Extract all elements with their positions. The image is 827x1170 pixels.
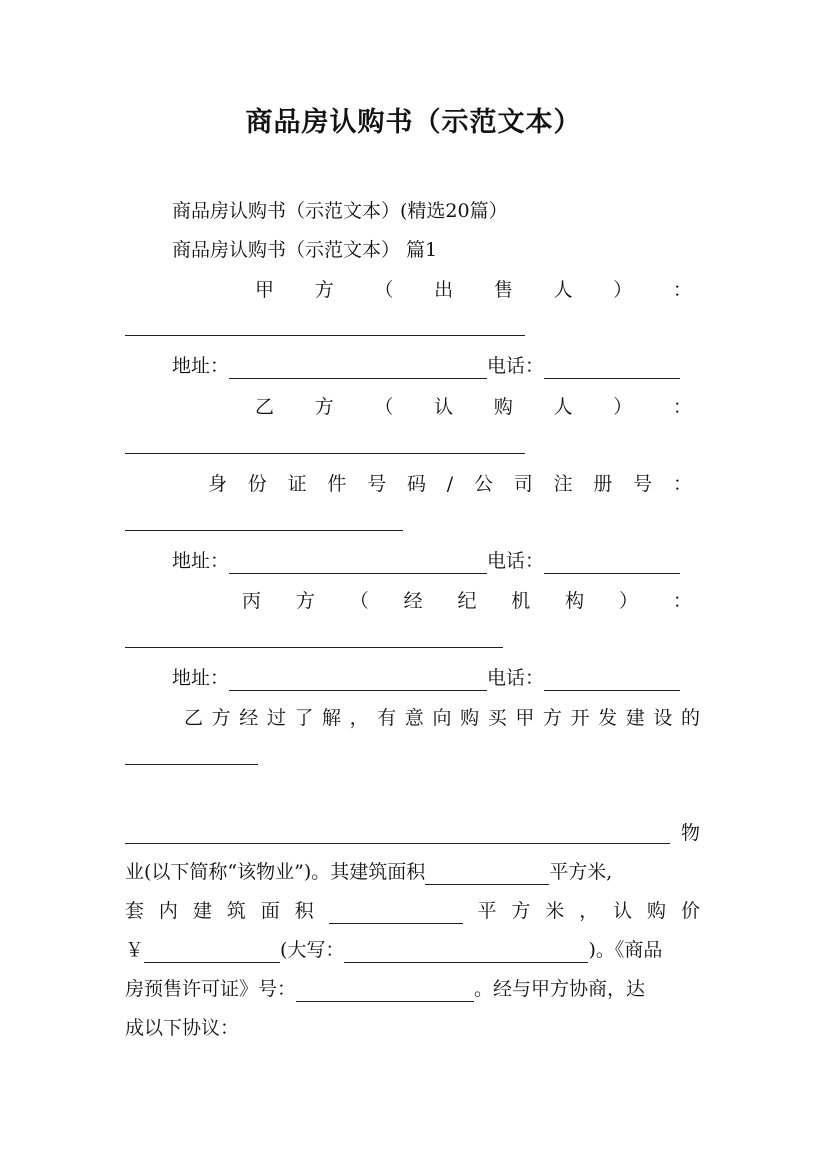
- text-char: 了: [294, 707, 314, 729]
- text-char: 购: [647, 900, 667, 922]
- label-char: 方: [295, 590, 315, 612]
- text-char: 内: [158, 900, 178, 922]
- label-char: 件: [327, 473, 347, 495]
- label-char: 经: [403, 590, 423, 612]
- label-char: ：: [672, 396, 692, 418]
- phone-label: 电话：: [487, 550, 545, 572]
- label-char: 出: [434, 279, 454, 301]
- text-char: 筑: [226, 900, 246, 922]
- text-char: ，: [579, 900, 599, 922]
- capital-amount-blank[interactable]: [344, 942, 588, 963]
- party-c-label: [242, 588, 692, 614]
- text-char: 面: [260, 900, 280, 922]
- label-char: （: [374, 396, 394, 418]
- developer-blank[interactable]: [125, 764, 258, 765]
- text-char: 购: [460, 707, 480, 729]
- text-char: 价: [680, 900, 700, 922]
- text-char: 套: [125, 900, 145, 922]
- inner-area-blank[interactable]: [329, 903, 463, 924]
- text-char: 开: [570, 707, 590, 729]
- address-blank[interactable]: [229, 358, 487, 379]
- document-title: 商品房认购书（示范文本）: [245, 107, 582, 138]
- address-label: 地址：: [172, 667, 230, 689]
- party-b-name-blank[interactable]: [125, 453, 525, 454]
- label-char: ）: [619, 590, 639, 612]
- label-char: 人: [553, 396, 573, 418]
- phone-label: 电话：: [487, 355, 545, 377]
- label-char: 机: [511, 590, 531, 612]
- text-char: 建: [192, 900, 212, 922]
- text-char: 方: [511, 900, 531, 922]
- label-char: 丙: [242, 590, 262, 612]
- label-char: 证: [287, 473, 307, 495]
- price-line: [125, 937, 662, 963]
- label-char: 方: [314, 396, 334, 418]
- text-char: 向: [432, 707, 452, 729]
- label-char: 售: [493, 279, 513, 301]
- property-suffix: 物: [681, 822, 701, 844]
- label-char: 号: [367, 473, 387, 495]
- label-char: 乙: [255, 396, 275, 418]
- area-unit: 平方米,: [549, 861, 613, 883]
- label-char: 构: [565, 590, 585, 612]
- label-char: ：: [672, 590, 692, 612]
- text-char: 建: [625, 707, 645, 729]
- text-char: 发: [598, 707, 618, 729]
- text-char: ，: [349, 707, 369, 729]
- label-char: 认: [434, 396, 454, 418]
- party-a-label: [255, 277, 692, 303]
- text-char: 方: [542, 707, 562, 729]
- phone-blank[interactable]: [544, 670, 680, 691]
- permit-line-tail: 。经与甲方协商，达: [474, 978, 646, 1000]
- permit-number-blank[interactable]: [296, 981, 474, 1002]
- text-char: 意: [404, 707, 424, 729]
- text-char: 过: [266, 707, 286, 729]
- label-char: 公: [473, 473, 493, 495]
- price-blank[interactable]: [144, 942, 280, 963]
- agreement-intro: 成以下协议：: [125, 1017, 240, 1039]
- label-char: 方: [314, 279, 334, 301]
- permit-label: 房预售许可证》号：: [125, 978, 297, 1000]
- phone-blank[interactable]: [544, 553, 680, 574]
- section-heading: 商品房认购书（示范文本） 篇1: [172, 239, 438, 261]
- label-char: 司: [513, 473, 533, 495]
- label-char: 份: [247, 473, 267, 495]
- address-blank[interactable]: [229, 670, 487, 691]
- text-char: 乙: [184, 707, 204, 729]
- inner-area-line: [125, 898, 700, 924]
- id-number-blank[interactable]: [125, 530, 403, 531]
- text-char: 经: [239, 707, 259, 729]
- label-char: 纪: [457, 590, 477, 612]
- area-text: 业(以下简称“该物业”)。其建筑面积: [125, 861, 426, 883]
- party-a-contact-row: [172, 353, 680, 379]
- label-char: ）: [613, 396, 633, 418]
- phone-blank[interactable]: [544, 358, 680, 379]
- phone-label: 电话：: [487, 667, 545, 689]
- address-label: 地址：: [172, 550, 230, 572]
- text-char: 平: [477, 900, 497, 922]
- label-char: 购: [493, 396, 513, 418]
- permit-line: [125, 976, 645, 1002]
- address-blank[interactable]: [229, 553, 487, 574]
- label-char: ）: [613, 279, 633, 301]
- text-char: 的: [680, 707, 700, 729]
- party-c-contact-row: [172, 665, 680, 691]
- text-char: 设: [653, 707, 673, 729]
- building-area-blank[interactable]: [425, 864, 549, 885]
- text-char: 解: [322, 707, 342, 729]
- price-line-tail: )。《商品: [588, 939, 663, 961]
- capital-label: (大写：: [280, 939, 345, 961]
- label-char: （: [374, 279, 394, 301]
- label-char: 号: [633, 473, 653, 495]
- currency-symbol: ￥: [125, 939, 145, 961]
- party-a-name-blank[interactable]: [125, 335, 525, 336]
- label-char: ：: [672, 473, 692, 495]
- label-char: ：: [672, 279, 692, 301]
- label-char: 码: [406, 473, 426, 495]
- label-char: 甲: [255, 279, 275, 301]
- area-line: [125, 859, 612, 885]
- text-char: 甲: [515, 707, 535, 729]
- label-char: 身: [208, 473, 228, 495]
- text-char: 有: [377, 707, 397, 729]
- party-b-label: [255, 394, 692, 420]
- text-char: 买: [487, 707, 507, 729]
- label-char: /: [446, 473, 454, 495]
- party-b-contact-row: [172, 548, 680, 574]
- party-c-name-blank[interactable]: [125, 647, 503, 648]
- text-char: 认: [613, 900, 633, 922]
- text-char: 积: [294, 900, 314, 922]
- label-char: 册: [593, 473, 613, 495]
- text-char: 米: [545, 900, 565, 922]
- text-char: 方: [211, 707, 231, 729]
- document-subtitle: 商品房认购书（示范文本）(精选20篇）: [172, 200, 508, 222]
- label-char: 注: [553, 473, 573, 495]
- id-number-label: [208, 471, 692, 497]
- label-char: （: [349, 590, 369, 612]
- address-label: 地址：: [172, 355, 230, 377]
- property-name-blank[interactable]: [125, 843, 670, 844]
- label-char: 人: [553, 279, 573, 301]
- intent-paragraph-line1: [184, 705, 700, 731]
